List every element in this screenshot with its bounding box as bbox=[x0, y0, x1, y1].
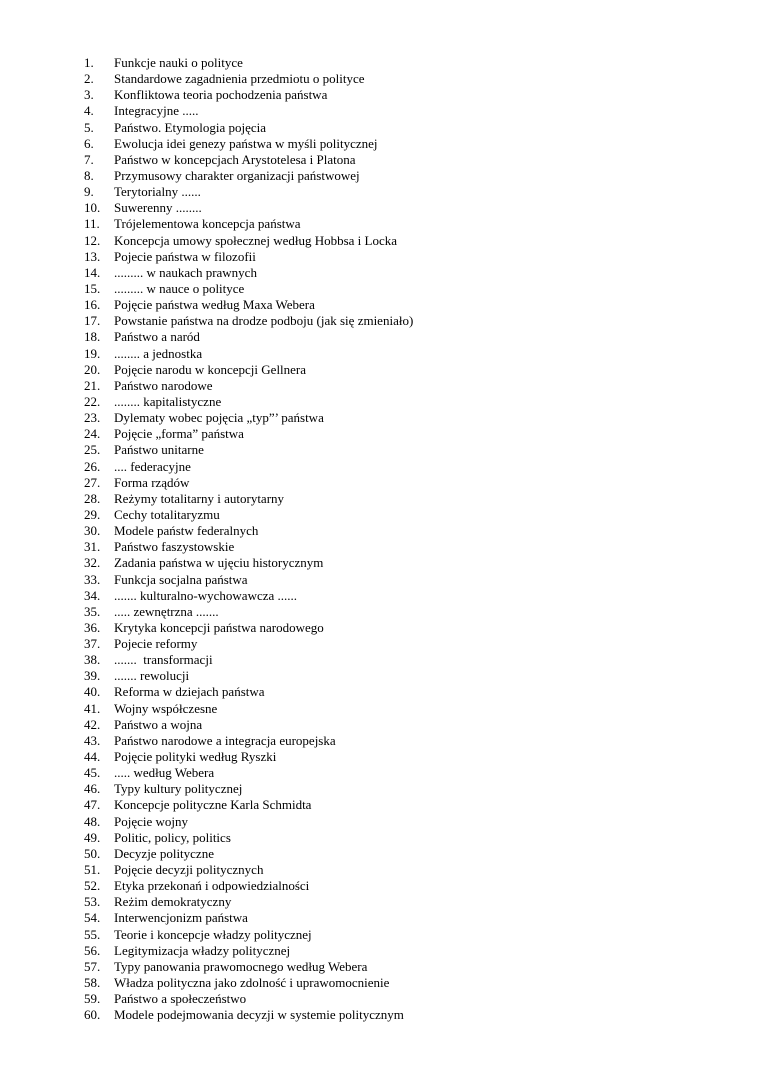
list-item bbox=[0, 894, 760, 910]
list-item bbox=[0, 636, 760, 652]
list-item bbox=[0, 862, 760, 878]
list-item-number: 24. bbox=[84, 426, 101, 442]
list-item-number: 59. bbox=[84, 991, 101, 1007]
list-item bbox=[0, 523, 760, 539]
list-item bbox=[0, 927, 760, 943]
list-item-number: 48. bbox=[84, 813, 101, 829]
list-item-text: Pojecie państwa w filozofii bbox=[114, 248, 256, 264]
list-item-number: 26. bbox=[84, 458, 101, 474]
list-item-number: 17. bbox=[84, 313, 101, 329]
list-item-text: Państwo unitarne bbox=[114, 442, 204, 458]
list-item bbox=[0, 701, 760, 717]
list-item bbox=[0, 797, 760, 813]
list-item bbox=[0, 87, 760, 103]
list-item bbox=[0, 120, 760, 136]
list-item-number: 19. bbox=[84, 345, 101, 361]
list-item-text: Państwo faszystowskie bbox=[114, 539, 235, 555]
list-item-number: 39. bbox=[84, 668, 101, 684]
list-item-number: 58. bbox=[84, 975, 101, 991]
list-item-text: Konfliktowa teoria pochodzenia państwa bbox=[114, 87, 328, 103]
list-item-number: 37. bbox=[84, 636, 101, 652]
list-item bbox=[0, 426, 760, 442]
list-item-text: Koncepcja umowy społecznej według Hobbsa i Locka bbox=[114, 232, 398, 248]
list-item-text: Modele podejmowania decyzji w systemie politycznym bbox=[114, 1007, 404, 1023]
list-item-text: ........ kapitalistyczne bbox=[114, 393, 222, 409]
list-item-text: ....... transformacji bbox=[114, 652, 213, 668]
list-item-text: Pojęcie polityki według Ryszki bbox=[114, 749, 277, 765]
list-item-number: 11. bbox=[84, 216, 100, 232]
list-item-text: Przymusowy charakter organizacji państwowej bbox=[114, 167, 360, 183]
list-item-text: Koncepcje polityczne Karla Schmidta bbox=[114, 797, 312, 813]
list-item-number: 35. bbox=[84, 603, 101, 619]
list-item-text: Standardowe zagadnienia przedmiotu o polityce bbox=[114, 71, 365, 87]
list-item-number: 5. bbox=[84, 119, 94, 135]
list-item-text: ....... rewolucji bbox=[114, 668, 190, 684]
list-item-number: 38. bbox=[84, 652, 101, 668]
list-item-text: Zadania państwa w ujęciu historycznym bbox=[114, 555, 324, 571]
list-item bbox=[0, 830, 760, 846]
list-item-number: 25. bbox=[84, 442, 101, 458]
list-item bbox=[0, 943, 760, 959]
list-item-text: Teorie i koncepcje władzy politycznej bbox=[114, 926, 312, 942]
list-item bbox=[0, 781, 760, 797]
list-item-text: Decyzje polityczne bbox=[114, 845, 214, 861]
list-item-text: Legitymizacja władzy politycznej bbox=[114, 942, 291, 958]
list-item-text: Pojęcie „forma” państwa bbox=[114, 426, 244, 442]
list-item bbox=[0, 281, 760, 297]
list-item-text: Reżymy totalitarny i autorytarny bbox=[114, 490, 285, 506]
list-item bbox=[0, 152, 760, 168]
list-item-number: 45. bbox=[84, 765, 101, 781]
list-item bbox=[0, 475, 760, 491]
list-item-number: 52. bbox=[84, 878, 101, 894]
list-item-number: 60. bbox=[84, 1007, 101, 1023]
list-item-number: 46. bbox=[84, 781, 101, 797]
list-item-number: 18. bbox=[84, 329, 101, 345]
list-item bbox=[0, 233, 760, 249]
list-item-text: Państwo w koncepcjach Arystotelesa i Platona bbox=[114, 151, 356, 167]
list-item-number: 32. bbox=[84, 555, 101, 571]
list-item-text: ........ a jednostka bbox=[114, 345, 203, 361]
list-item-number: 36. bbox=[84, 619, 101, 635]
list-item bbox=[0, 717, 760, 733]
list-item-text: Pojecie reformy bbox=[114, 636, 198, 652]
list-item-number: 16. bbox=[84, 297, 101, 313]
list-item-number: 47. bbox=[84, 797, 101, 813]
list-item-number: 6. bbox=[84, 135, 94, 151]
list-item-text: Krytyka koncepcji państwa narodowego bbox=[114, 619, 324, 635]
list-item bbox=[0, 200, 760, 216]
list-item bbox=[0, 346, 760, 362]
list-item-number: 54. bbox=[84, 910, 101, 926]
list-item-text: ....... kulturalno-wychowawcza ...... bbox=[114, 587, 298, 603]
list-item bbox=[0, 652, 760, 668]
list-item bbox=[0, 168, 760, 184]
list-item bbox=[0, 765, 760, 781]
list-item bbox=[0, 1007, 760, 1023]
list-item-text: Pojęcie decyzji politycznych bbox=[114, 862, 264, 878]
list-item-number: 7. bbox=[84, 151, 94, 167]
list-item-number: 27. bbox=[84, 474, 101, 490]
list-item bbox=[0, 572, 760, 588]
list-item-text: Suwerenny ........ bbox=[114, 200, 202, 216]
list-item bbox=[0, 684, 760, 700]
list-item-text: Państwo a naród bbox=[114, 329, 200, 345]
list-item-number: 41. bbox=[84, 700, 101, 716]
list-item-text: Politic, policy, politics bbox=[114, 829, 231, 845]
list-item-number: 50. bbox=[84, 845, 101, 861]
list-item-text: Reżim demokratyczny bbox=[114, 894, 232, 910]
list-item-text: Reforma w dziejach państwa bbox=[114, 684, 265, 700]
list-item-number: 4. bbox=[84, 103, 94, 119]
list-item-text: Typy panowania prawomocnego według Webera bbox=[114, 958, 368, 974]
list-item-number: 15. bbox=[84, 280, 101, 296]
list-item-number: 23. bbox=[84, 410, 101, 426]
list-item bbox=[0, 55, 760, 71]
list-item bbox=[0, 878, 760, 894]
list-item-number: 31. bbox=[84, 539, 101, 555]
list-item bbox=[0, 910, 760, 926]
list-item bbox=[0, 620, 760, 636]
list-item-text: Trójelementowa koncepcja państwa bbox=[114, 216, 301, 232]
list-item-text: Władza polityczna jako zdolność i uprawomocnienie bbox=[114, 975, 390, 991]
list-item bbox=[0, 991, 760, 1007]
list-item-number: 57. bbox=[84, 958, 101, 974]
list-item-number: 33. bbox=[84, 571, 101, 587]
list-item-number: 22. bbox=[84, 393, 101, 409]
list-item-number: 30. bbox=[84, 523, 101, 539]
list-item-text: Funkcje nauki o polityce bbox=[114, 55, 243, 70]
list-item-number: 14. bbox=[84, 264, 101, 280]
list-item-text: Terytorialny ...... bbox=[114, 184, 201, 200]
list-item bbox=[0, 733, 760, 749]
list-item bbox=[0, 297, 760, 313]
list-item-text: Etyka przekonań i odpowiedzialności bbox=[114, 878, 310, 894]
list-item-text: ......... w nauce o polityce bbox=[114, 280, 245, 296]
document-page bbox=[0, 55, 760, 1023]
list-item-number: 56. bbox=[84, 942, 101, 958]
list-item-text: Funkcja socjalna państwa bbox=[114, 571, 248, 587]
list-item-number: 28. bbox=[84, 490, 101, 506]
list-item bbox=[0, 329, 760, 345]
list-item-number: 49. bbox=[84, 829, 101, 845]
list-item bbox=[0, 378, 760, 394]
list-item bbox=[0, 588, 760, 604]
list-item-number: 10. bbox=[84, 200, 101, 216]
list-item bbox=[0, 959, 760, 975]
list-item-text: Państwo. Etymologia pojęcia bbox=[114, 119, 267, 135]
list-item bbox=[0, 265, 760, 281]
list-item-number: 12. bbox=[84, 232, 101, 248]
list-item-text: Powstanie państwa na drodze podboju (jak się zmieniało) bbox=[114, 313, 414, 329]
list-item-text: Pojęcie narodu w koncepcji Gellnera bbox=[114, 361, 307, 377]
list-item bbox=[0, 71, 760, 87]
list-item-text: Typy kultury politycznej bbox=[114, 781, 243, 797]
list-item-number: 34. bbox=[84, 587, 101, 603]
list-item-text: ......... w naukach prawnych bbox=[114, 264, 257, 280]
list-item-number: 40. bbox=[84, 684, 101, 700]
list-item bbox=[0, 249, 760, 265]
list-item-number: 21. bbox=[84, 377, 101, 393]
list-item-number: 55. bbox=[84, 926, 101, 942]
list-item-number: 8. bbox=[84, 167, 94, 183]
list-item-number: 29. bbox=[84, 506, 101, 522]
list-item-number: 53. bbox=[84, 894, 101, 910]
list-item-number: 43. bbox=[84, 732, 101, 748]
list-item bbox=[0, 749, 760, 765]
list-item bbox=[0, 668, 760, 684]
list-item bbox=[0, 103, 760, 119]
list-item-text: Cechy totalitaryzmu bbox=[114, 506, 220, 522]
list-item bbox=[0, 410, 760, 426]
list-item-number: 9. bbox=[84, 184, 94, 200]
list-item bbox=[0, 975, 760, 991]
list-item-number: 51. bbox=[84, 862, 101, 878]
list-item bbox=[0, 394, 760, 410]
list-item-text: Pojęcie państwa według Maxa Webera bbox=[114, 297, 315, 313]
list-item bbox=[0, 555, 760, 571]
list-item bbox=[0, 442, 760, 458]
list-item bbox=[0, 846, 760, 862]
list-item bbox=[0, 362, 760, 378]
list-item bbox=[0, 216, 760, 232]
list-item-text: ..... według Webera bbox=[114, 765, 215, 781]
list-item-text: Wojny współczesne bbox=[114, 700, 218, 716]
list-item-text: Interwencjonizm państwa bbox=[114, 910, 248, 926]
list-item-number: 13. bbox=[84, 248, 101, 264]
list-item-text: Modele państw federalnych bbox=[114, 523, 259, 539]
list-item-number: 1. bbox=[84, 55, 94, 70]
list-item-text: ..... zewnętrzna ....... bbox=[114, 603, 219, 619]
list-item bbox=[0, 604, 760, 620]
list-item-text: Ewolucja idei genezy państwa w myśli politycznej bbox=[114, 135, 378, 151]
list-item-number: 42. bbox=[84, 716, 101, 732]
list-item-number: 2. bbox=[84, 71, 94, 87]
list-item-text: Pojęcie wojny bbox=[114, 813, 189, 829]
list-item bbox=[0, 507, 760, 523]
list-item-text: Dylematy wobec pojęcia „typ”’ państwa bbox=[114, 410, 324, 426]
list-item bbox=[0, 539, 760, 555]
list-item bbox=[0, 136, 760, 152]
list-item-text: Państwo a społeczeństwo bbox=[114, 991, 247, 1007]
list-item bbox=[0, 184, 760, 200]
list-item bbox=[0, 459, 760, 475]
list-item-text: Państwo a wojna bbox=[114, 716, 203, 732]
list-item-number: 3. bbox=[84, 87, 94, 103]
list-item-number: 20. bbox=[84, 361, 101, 377]
list-item bbox=[0, 491, 760, 507]
list-item-text: .... federacyjne bbox=[114, 458, 191, 474]
list-item-text: Państwo narodowe a integracja europejska bbox=[114, 732, 336, 748]
list-item bbox=[0, 814, 760, 830]
list-item-number: 44. bbox=[84, 749, 101, 765]
list-item-text: Integracyjne ..... bbox=[114, 103, 199, 119]
list-item-text: Forma rządów bbox=[114, 474, 190, 490]
list-item-text: Państwo narodowe bbox=[114, 377, 213, 393]
list-item bbox=[0, 313, 760, 329]
topic-list bbox=[0, 55, 760, 1023]
